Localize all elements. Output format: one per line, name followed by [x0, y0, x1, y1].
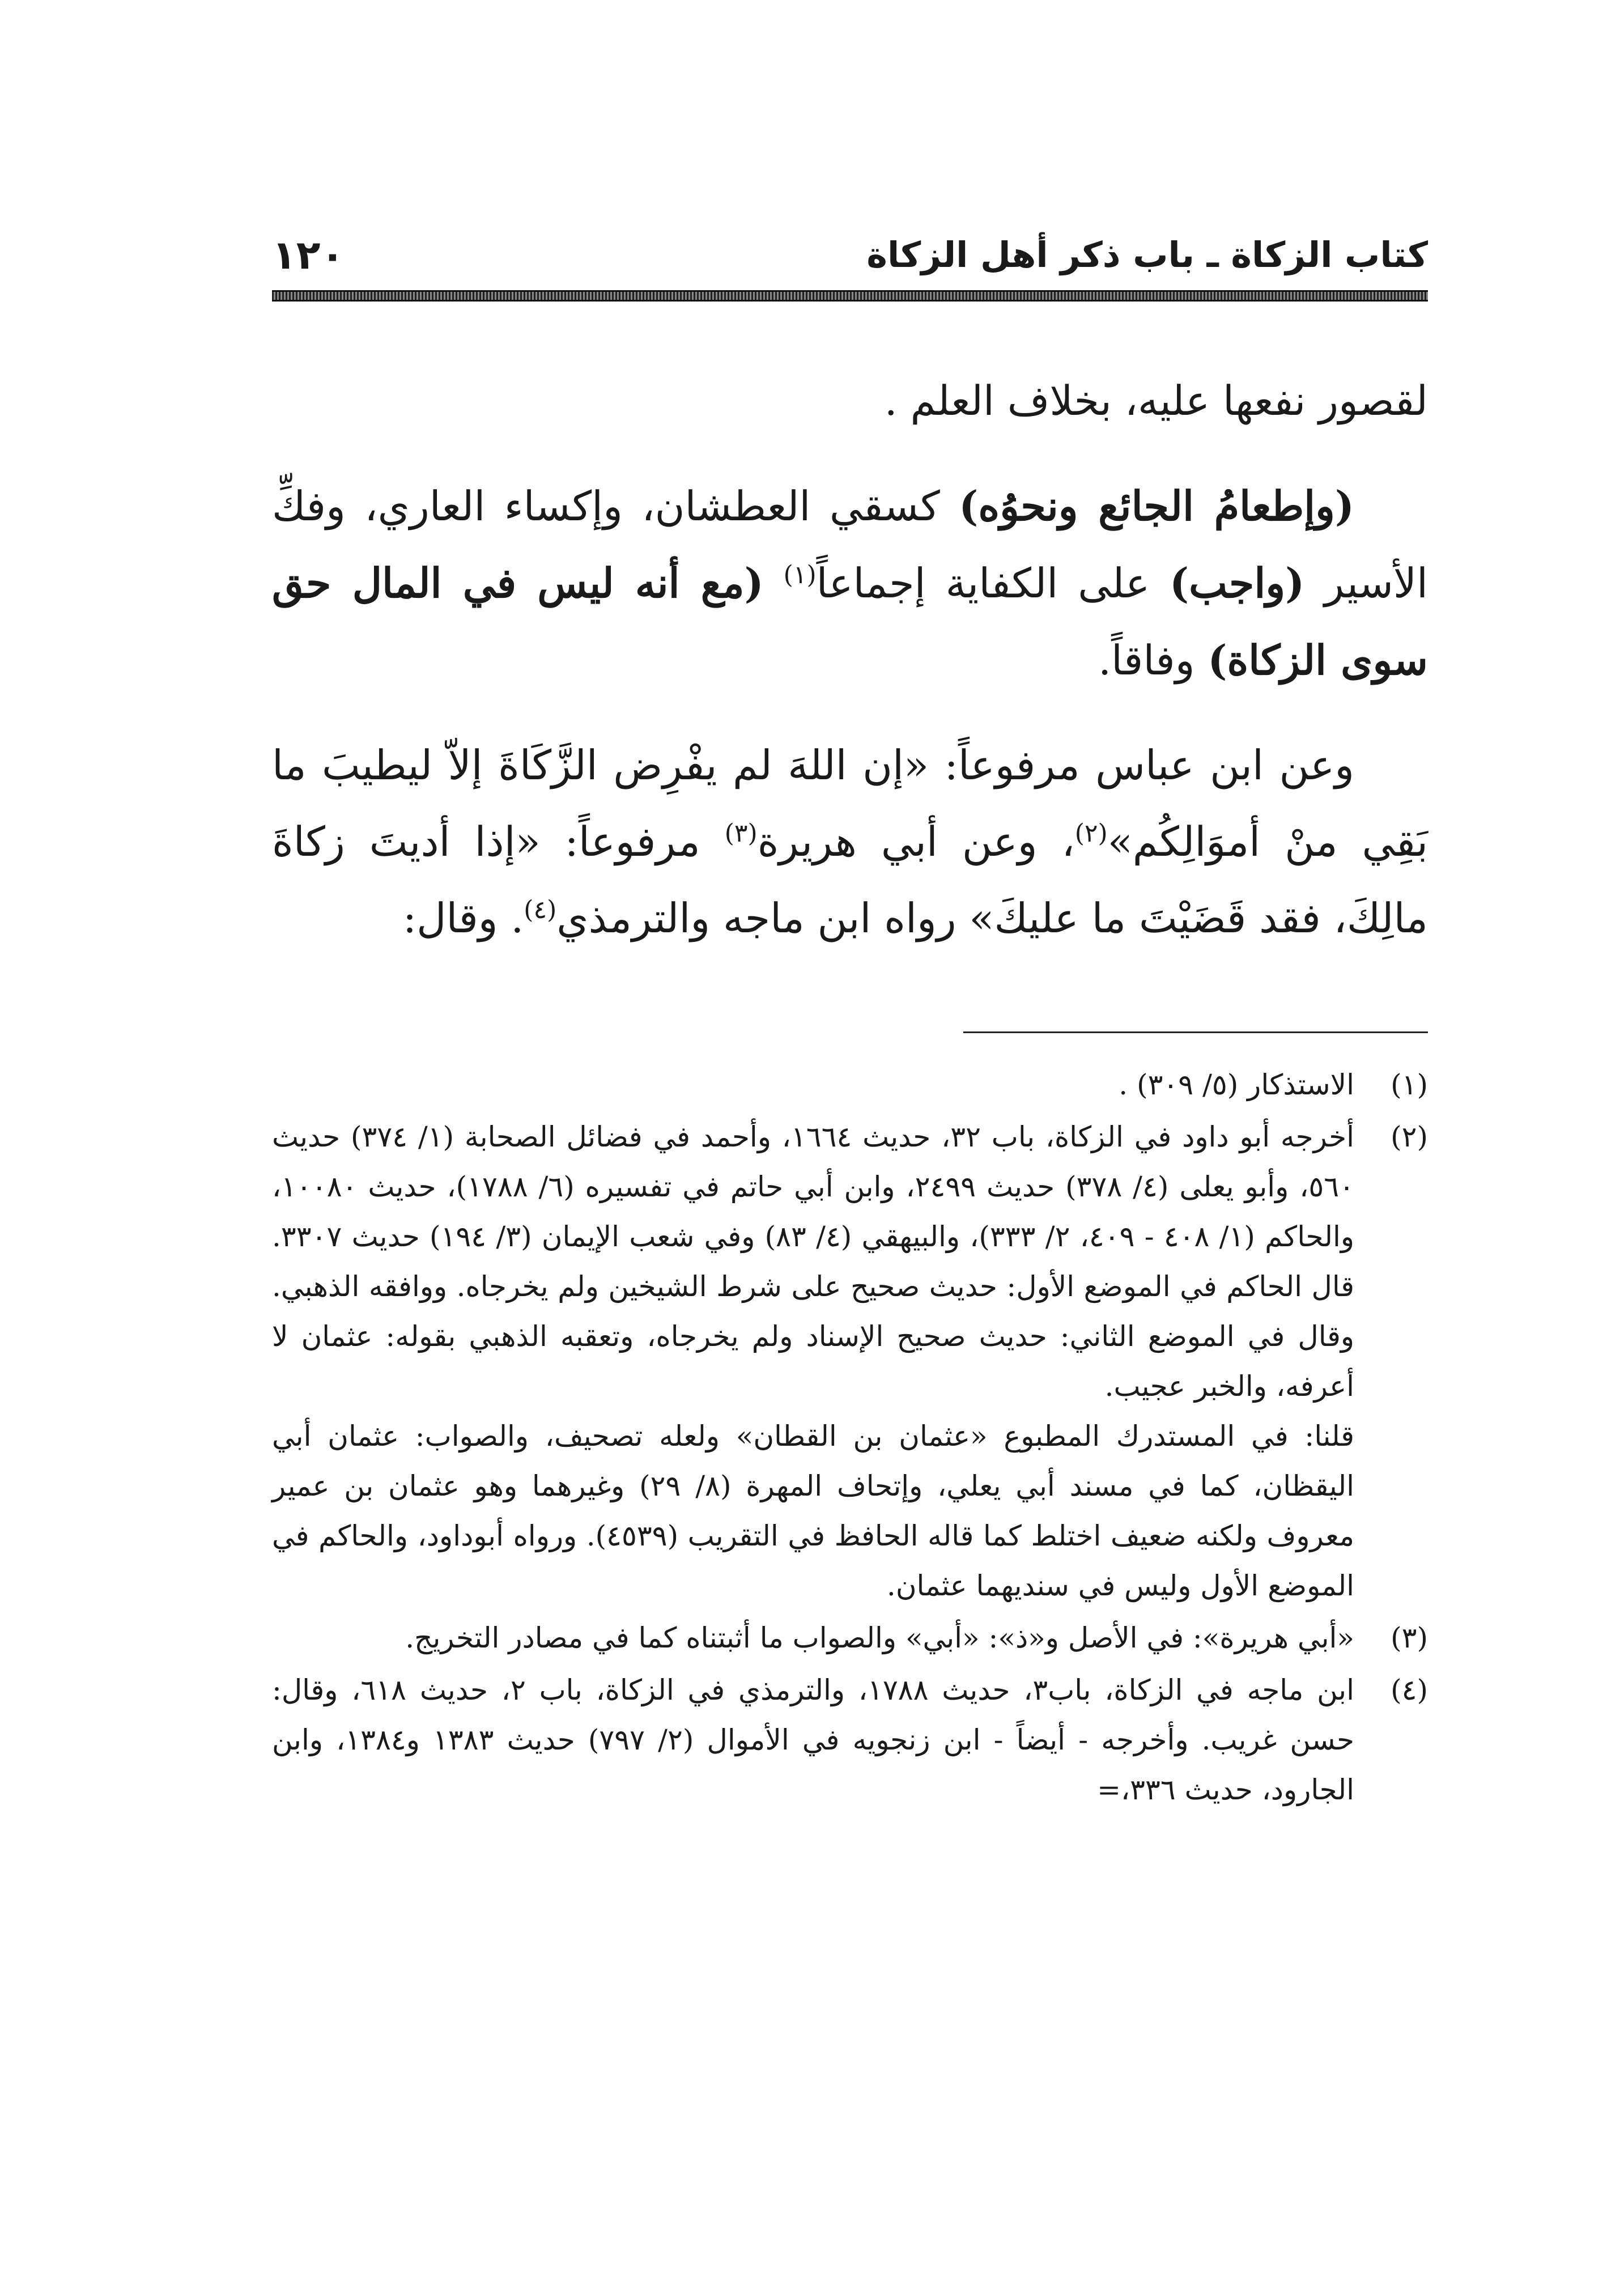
footnote-text: «أبي هريرة»: في الأصل و«ذ»: «أبي» والصواب ما أثبتناه كما في مصادر التخريج. [405, 1621, 1354, 1654]
footnote-ref-4[interactable]: (٤) [524, 895, 557, 924]
footnote-ref-2[interactable]: (٢) [1074, 819, 1108, 848]
footnote-body [272, 1613, 1354, 1663]
footnote-1 [272, 1060, 1428, 1110]
footnote-body [272, 1665, 1354, 1815]
header-title: كتاب الزكاة ـ باب ذكر أهل الزكاة [866, 234, 1428, 275]
footnote-text: الاستذكار (٥/ ٣٠٩) . [1119, 1068, 1354, 1101]
commentary-text: وفاقاً. [1098, 636, 1208, 684]
footnote-ref-3[interactable]: (٣) [724, 819, 758, 848]
footnote-3 [272, 1613, 1428, 1663]
hadith-text: وعن ابن عباس مرفوعاً: «إن اللهَ لم يفْرِض الزَّكَاةَ إلاّ ليطيبَ ما بَقِي منْ أموَالِكُم» [272, 741, 1428, 865]
paragraph-3 [272, 727, 1428, 957]
matn-phrase: (واجب) [1170, 559, 1305, 607]
commentary-text: كسقي العطشان، وإكساء العاري، وفكِّ الأسير [272, 482, 1428, 607]
paragraph-2 [272, 468, 1428, 699]
footnote-number: (١) [1391, 1068, 1428, 1101]
main-text [272, 363, 1428, 985]
hadith-text: . وقال: [402, 894, 524, 942]
footnote-ref-1[interactable]: (١) [783, 560, 817, 589]
footnote-2 [272, 1112, 1428, 1611]
paragraph-1: لقصور نفعها عليه، بخلاف العلم . [884, 377, 1428, 424]
commentary-text: على الكفاية إجماعاً [816, 559, 1170, 607]
footnotes [272, 1060, 1428, 1817]
running-header [272, 227, 1428, 289]
footnote-text: قلنا: في المستدرك المطبوع «عثمان بن القطان» ولعله تصحيف، والصواب: عثمان أبي اليقظان، كما في مسند أبي يعلي، وإتحاف المهرة (٨/ ٢٩) وغيرهما وهو عثمان بن عمير معروف ولكنه ضعيف اختلط كما قاله الحافظ في التقريب (٤٥٣٩). ورواه أبوداود، والحاكم في الموضع الأول وليس في سنديهما عثمان. [272, 1420, 1355, 1602]
footnote-body [272, 1060, 1354, 1110]
matn-phrase: (مع أنه ليس في المال حق سوى الزكاة) [272, 559, 1428, 684]
matn-phrase: (وإطعامُ الجائع ونحوُه) [959, 482, 1355, 530]
header-divider [272, 290, 1428, 302]
footnote-body [272, 1112, 1354, 1611]
footnote-number: (٢) [1391, 1120, 1428, 1153]
footnote-text: ابن ماجه في الزكاة، باب٣، حديث ١٧٨٨، والترمذي في الزكاة، باب ٢، حديث ٦١٨، وقال: حسن غريب. وأخرجه - أيضاً - ابن زنجويه في الأموال (٢/ ٧٩٧) حديث ١٣٨٣ و١٣٨٤، وابن الجارود، حديث ٣٣٦،= [272, 1674, 1355, 1806]
footnote-separator [963, 1031, 1428, 1033]
footnote-text: أخرجه أبو داود في الزكاة، باب ٣٢، حديث ١٦٦٤، وأحمد في فضائل الصحابة (١/ ٣٧٤) حديث ٥٦٠، وأبو يعلى (٤/ ٣٧٨) حديث ٢٤٩٩، وابن أبي حاتم في تفسيره (٦/ ١٧٨٨)، حديث ١٠٠٨٠، والحاكم (١/ ٤٠٨ - ٤٠٩، ٢/ ٣٣٣)، والبيهقي (٤/ ٨٣) وفي شعب الإيمان (٣/ ١٩٤) حديث ٣٣٠٧. قال الحاكم في الموضع الأول: حديث صحيح على شرط الشيخين ولم يخرجاه. ووافقه الذهبي. وقال في الموضع الثاني: حديث صحيح الإسناد ولم يخرجاه، وتعقبه الذهبي بقوله: عثمان لا أعرفه، والخبر عجيب. [272, 1120, 1355, 1403]
footnote-number: (٤) [1391, 1674, 1428, 1706]
commentary-text [764, 559, 784, 607]
page-number: ١٢٠ [272, 232, 345, 278]
footnote-4 [272, 1665, 1428, 1815]
hadith-text: ، وعن أبي هريرة [757, 818, 1075, 865]
footnote-number: (٣) [1391, 1621, 1428, 1654]
hadith-text: مرفوعاً: «إذا أديتَ زكاةَ مالِكَ، فقد قَضَيْتَ ما عليكَ» رواه ابن ماجه والترمذي [272, 818, 1428, 942]
